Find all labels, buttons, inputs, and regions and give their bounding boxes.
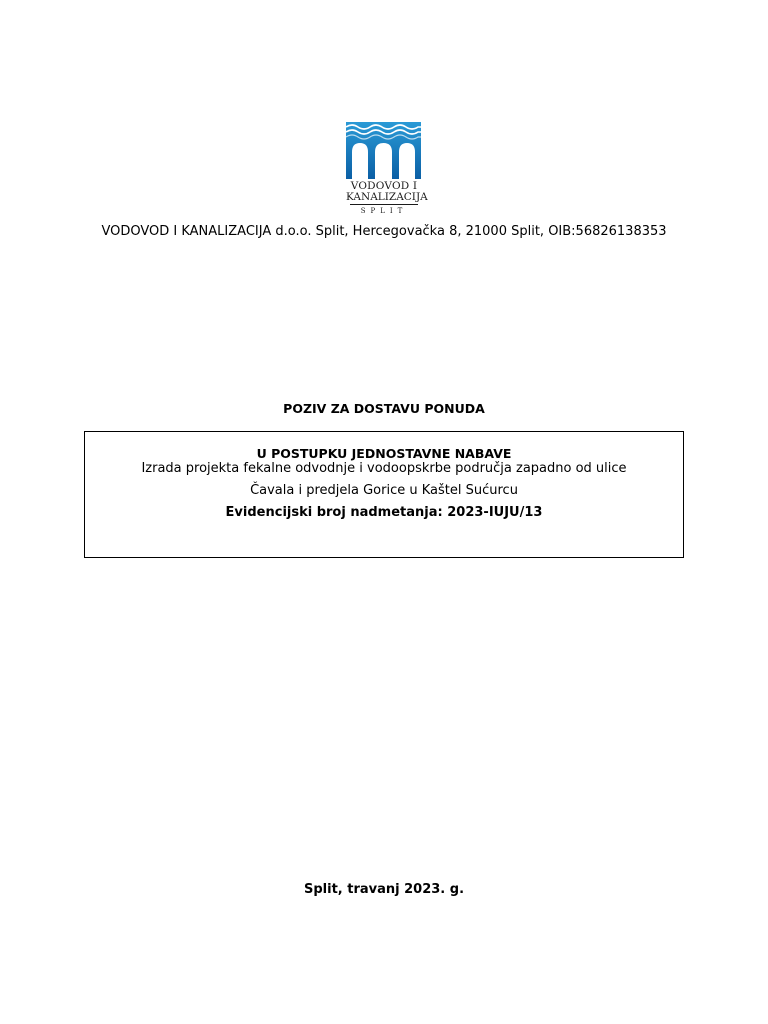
logo-divider xyxy=(350,204,418,205)
logo-text-line1: VODOVOD I xyxy=(350,180,418,192)
procedure-info-box xyxy=(84,431,684,558)
aqueduct-logo-icon xyxy=(346,122,421,179)
logo-city-text: SPLIT xyxy=(360,207,408,215)
place-and-date: Split, travanj 2023. g. xyxy=(303,882,465,897)
company-logo xyxy=(346,122,428,218)
procurement-subject-line2: Čavala i predjela Gorice u Kaštel Sućurcu xyxy=(250,483,518,498)
document-heading: POZIV ZA DOSTAVU PONUDA xyxy=(283,401,485,416)
company-address-line: VODOVOD I KANALIZACIJA d.o.o. Split, Hercegovačka 8, 21000 Split, OIB:56826138353 xyxy=(101,224,667,239)
tender-reference-number: Evidencijski broj nadmetanja: 2023-IUJU/13 xyxy=(225,505,543,520)
logo-text-line2: KANALIZACIJA xyxy=(346,191,428,203)
procurement-subject-line1: Izrada projekta fekalne odvodnje i vodoopskrbe područja zapadno od ulice xyxy=(141,461,627,476)
procedure-title: U POSTUPKU JEDNOSTAVNE NABAVE xyxy=(256,446,512,461)
